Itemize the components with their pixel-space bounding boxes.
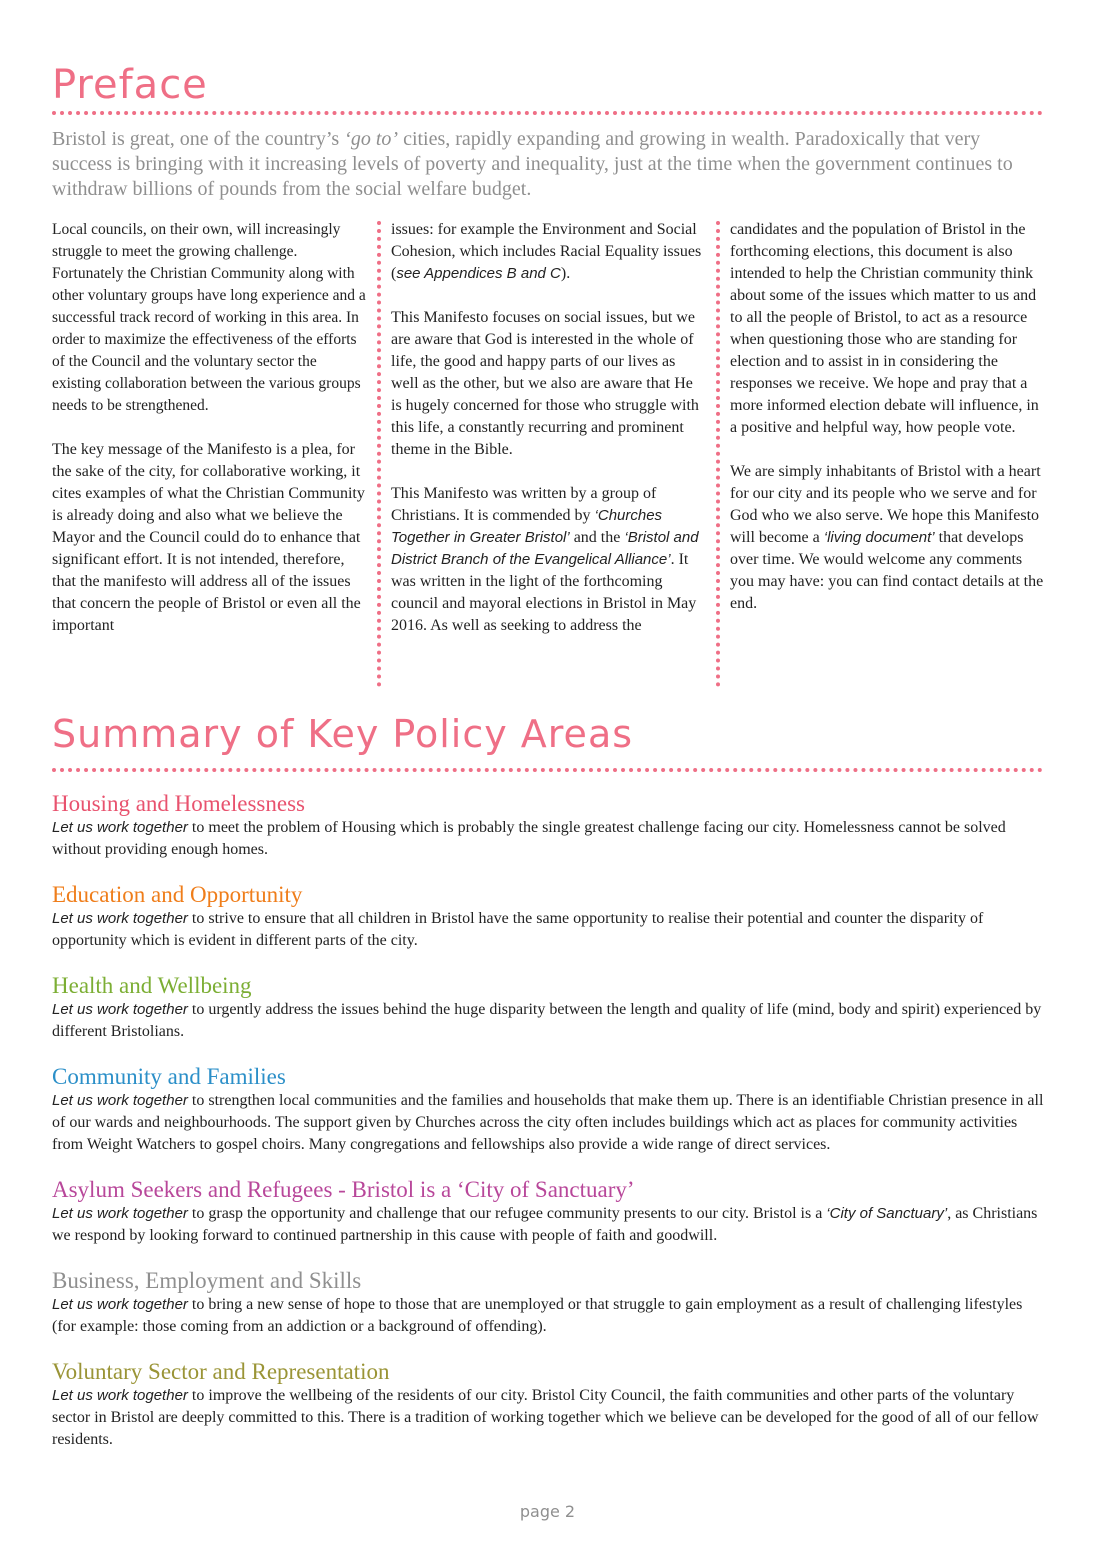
policy-lead: Let us work together — [52, 1092, 188, 1109]
policy-heading: Housing and Homelessness — [52, 791, 305, 816]
column-divider — [716, 221, 720, 687]
summary-heading: Summary of Key Policy Areas — [52, 712, 634, 756]
policy-lead: Let us work together — [52, 1001, 188, 1018]
policy-health — [52, 972, 1047, 1043]
policy-business — [52, 1267, 1047, 1338]
page-number: page 2 — [519, 1502, 576, 1521]
policy-heading: Asylum Seekers and Refugees - Bristol is a ‘City of Sanctuary’ — [52, 1177, 635, 1202]
text: issues: for example the Environment and Social Cohesion, which includes Racial Equality issues ( — [391, 221, 702, 282]
policy-body — [52, 817, 1047, 861]
divider — [52, 111, 1043, 115]
emphasis: see Appendices B and C — [396, 265, 561, 282]
paragraph: This Manifesto focuses on social issues, but we are aware that God is interested in the whole of life, the good and happy parts of our lives as well as the other, but we also are aware that He is hugely concerned for those who struggle with this life, a constantly recurring and prominent theme in the Bible. — [391, 309, 699, 458]
policy-heading: Health and Wellbeing — [52, 973, 252, 998]
preface-intro — [52, 127, 1042, 202]
policy-community — [52, 1063, 1047, 1156]
emphasis: ‘living document’ — [823, 529, 935, 546]
paragraph — [730, 461, 1044, 615]
policy-housing — [52, 790, 1047, 861]
policy-body — [52, 908, 1047, 952]
policy-body — [52, 1385, 1047, 1451]
policy-education — [52, 881, 1047, 952]
text: that develops over time. We would welcome any comments you may have: you can find contact details at the end. — [730, 529, 1044, 612]
policy-heading: Education and Opportunity — [52, 882, 303, 907]
paragraph — [391, 483, 705, 637]
preface-heading: Preface — [52, 62, 208, 108]
policy-heading: Voluntary Sector and Representation — [52, 1359, 390, 1384]
column-divider — [377, 221, 381, 687]
policy-emphasis: ‘City of Sanctuary’ — [826, 1205, 948, 1222]
emphasis: ‘Churches Together in Greater Bristol’ — [391, 507, 663, 546]
column-2 — [391, 219, 705, 659]
intro-text: Bristol is great, one of the country’s — [52, 128, 345, 150]
policy-lead: Let us work together — [52, 1205, 188, 1222]
preface-columns — [52, 219, 1043, 689]
policy-body — [52, 1203, 1047, 1247]
policy-body — [52, 1294, 1047, 1338]
intro-text: cities, rapidly expanding and growing in wealth. Paradoxically that very success is bringing with it increasing levels of poverty and inequality, just at the time when the government continues to withdraw billions of pounds from the social welfare budget. — [52, 128, 1013, 200]
text: This Manifesto was written by a group of Christians. It is commended by — [391, 485, 657, 524]
paragraph — [391, 219, 705, 285]
policy-lead: Let us work together — [52, 1387, 188, 1404]
column-1 — [52, 219, 366, 659]
policy-body — [52, 1090, 1047, 1156]
column-3 — [730, 219, 1044, 637]
policy-text: to meet the problem of Housing which is probably the single greatest challenge facing our city. Homelessness cannot be solved without providing enough homes. — [52, 819, 1006, 858]
text: We are simply inhabitants of Bristol with a heart for our city and its people who we serve and for God who we also serve. We hope this Manifesto will become a — [730, 463, 1041, 546]
policy-voluntary — [52, 1358, 1047, 1451]
policy-heading: Community and Families — [52, 1064, 286, 1089]
policy-text: to strive to ensure that all children in Bristol have the same opportunity to realise their potential and counter the disparity of opportunity which is evident in different parts of the city. — [52, 910, 984, 949]
divider — [52, 768, 1043, 772]
policy-text: to strengthen local communities and the families and households that make them up. There is an identifiable Christian presence in all of our wards and neighbourhoods. The support given by Churches across the city often includes buildings which act as places for community activities from Weight Watchers to gospel choirs. Many congregations and fellowships also provide a wide range of direct services. — [52, 1092, 1044, 1153]
policy-list — [52, 790, 1047, 1471]
paragraph: candidates and the population of Bristol in the forthcoming elections, this document is also intended to help the Christian community think about some of the issues which matter to us and to all the people of Bristol, to act as a resource when questioning those who are standing for election and to assist in in considering the responses we receive. We hope and pray that a more informed election debate will influence, in a positive and helpful way, how people vote. — [730, 221, 1039, 436]
policy-text: to urgently address the issues behind the huge disparity between the length and quality of life (mind, body and spirit) experienced by different Bristolians. — [52, 1001, 1042, 1040]
text: ). — [560, 265, 571, 282]
text: . It was written in the light of the forthcoming council and mayoral elections in Bristol in May 2016. As well as seeking to address the — [391, 551, 697, 634]
policy-body — [52, 999, 1047, 1043]
policy-text: to improve the wellbeing of the residents of our city. Bristol City Council, the faith communities and other parts of the voluntary sector in Bristol are deeply committed to this. There is a tradition of working together which we believe can be developed for the good of all of our fellow residents. — [52, 1387, 1039, 1448]
policy-text: , as Christians we respond by looking forward to continued partnership in this cause with people of faith and goodwill. — [52, 1205, 1038, 1244]
policy-lead: Let us work together — [52, 910, 188, 927]
intro-emphasis: ‘go to’ — [344, 128, 399, 150]
policy-heading: Business, Employment and Skills — [52, 1268, 362, 1293]
policy-lead: Let us work together — [52, 819, 188, 836]
policy-lead: Let us work together — [52, 1296, 188, 1313]
policy-text: to grasp the opportunity and challenge that our refugee community presents to our city. Bristol is a — [187, 1205, 827, 1222]
paragraph: The key message of the Manifesto is a plea, for the sake of the city, for collaborative working, it cites examples of what the Christian Community is already doing and also what we believe the Mayor and the Council could do to enhance that significant effort. It is not intended, therefore, that the manifesto will address all of the issues that concern the people of Bristol or even all the important — [52, 441, 365, 634]
emphasis: ‘Bristol and District Branch of the Evangelical Alliance’ — [391, 529, 699, 568]
text: and the — [569, 529, 625, 546]
policy-text: to bring a new sense of hope to those that are unemployed or that struggle to gain employment as a result of challenging lifestyles (for example: those coming from an addiction or a background of offending). — [52, 1296, 1023, 1335]
paragraph: Local councils, on their own, will increasingly struggle to meet the growing challenge. Fortunately the Christian Community along with other voluntary groups have long experience and a successful track record of working in this area. In order to maximize the effectiveness of the efforts of the Council and the voluntary sector the existing collaboration between the various groups needs to be strengthened. — [52, 221, 366, 414]
policy-asylum — [52, 1176, 1047, 1247]
